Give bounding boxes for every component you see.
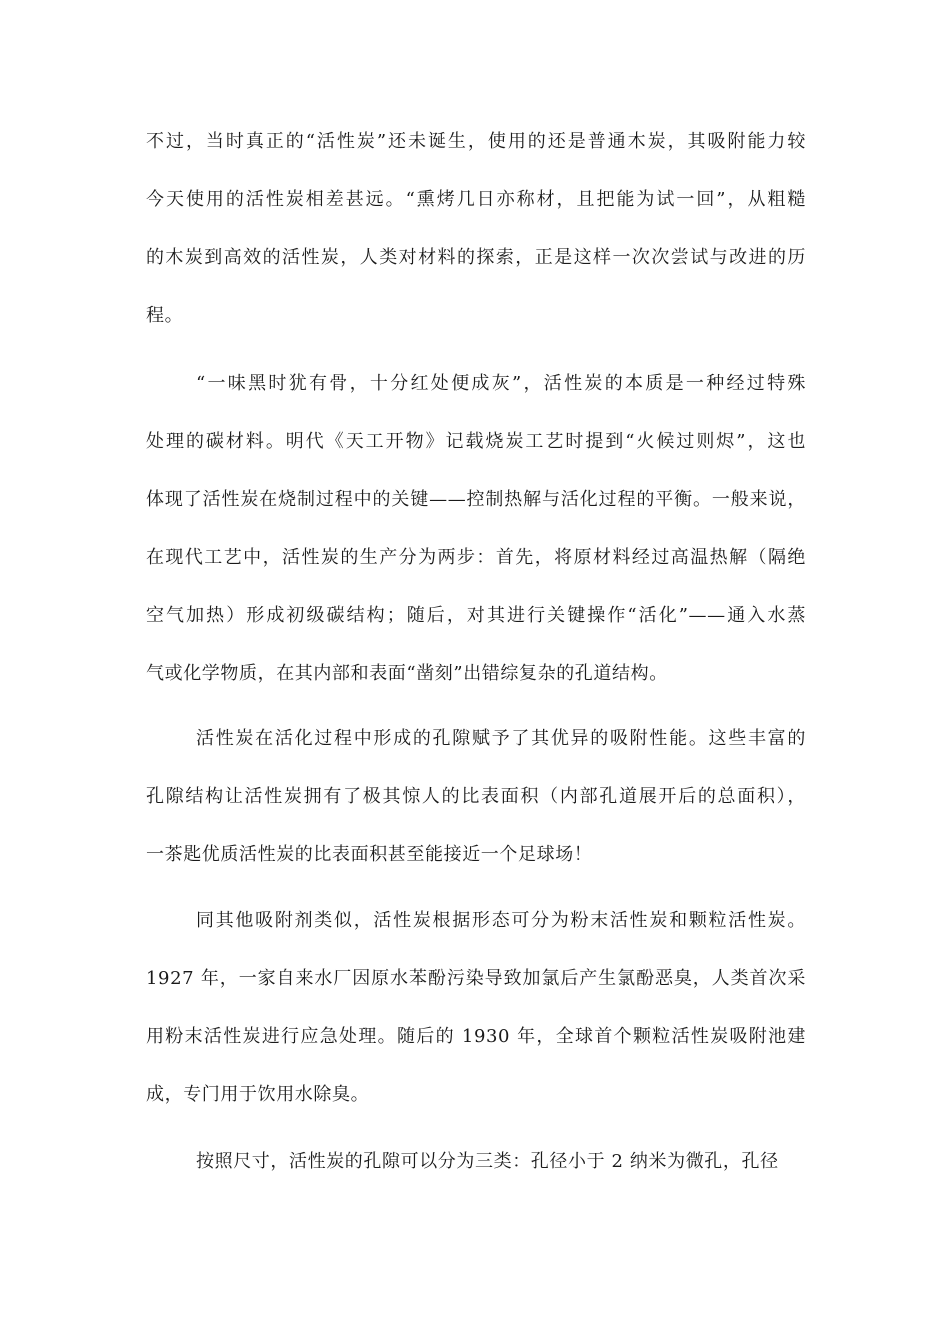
text-line: 一茶匙优质活性炭的比表面积甚至能接近一个足球场！ bbox=[146, 844, 593, 865]
paragraph-pore-classification bbox=[146, 1133, 806, 1191]
text-line: 空气加热）形成初级碳结构；随后，对其进行关键操作“活化”——通入水蒸 bbox=[146, 605, 806, 626]
text-line: 处理的碳材料。明代《天工开物》记载烧炭工艺时提到“火候过则烬”，这也 bbox=[146, 431, 806, 452]
text-line: 气或化学物质，在其内部和表面“凿刻”出错综复杂的孔道结构。 bbox=[146, 663, 668, 684]
text-line: 1927 年，一家自来水厂因原水苯酚污染导致加氯后产生氯酚恶臭，人类首次采 bbox=[146, 968, 806, 989]
text-line: 的木炭到高效的活性炭，人类对材料的探索，正是这样一次次尝试与改进的历 bbox=[146, 247, 806, 268]
text-line: 不过，当时真正的“活性炭”还未诞生，使用的还是普通木炭，其吸附能力较 bbox=[146, 131, 806, 152]
text-line: 用粉末活性炭进行应急处理。随后的 1930 年，全球首个颗粒活性炭吸附池建 bbox=[146, 1026, 806, 1047]
text-line: 成，专门用于饮用水除臭。 bbox=[146, 1084, 370, 1105]
text-line: 今天使用的活性炭相差甚远。“熏烤几日亦称材，且把能为试一回”，从粗糙 bbox=[146, 189, 806, 210]
paragraph-production-process bbox=[146, 355, 806, 703]
paragraph-forms-and-history bbox=[146, 892, 806, 1124]
paragraph-pore-surface-area bbox=[146, 710, 806, 884]
text-line: 活性炭在活化过程中形成的孔隙赋予了其优异的吸附性能。这些丰富的 bbox=[196, 728, 806, 749]
text-line: 按照尺寸，活性炭的孔隙可以分为三类：孔径小于 2 纳米为微孔，孔径 bbox=[196, 1151, 779, 1172]
text-line: 体现了活性炭在烧制过程中的关键——控制热解与活化过程的平衡。一般来说， bbox=[146, 489, 806, 510]
text-line: “一味黑时犹有骨，十分红处便成灰”，活性炭的本质是一种经过特殊 bbox=[196, 373, 806, 394]
text-line: 在现代工艺中，活性炭的生产分为两步：首先，将原材料经过高温热解（隔绝 bbox=[146, 547, 806, 568]
text-line: 孔隙结构让活性炭拥有了极其惊人的比表面积（内部孔道展开后的总面积）， bbox=[146, 786, 806, 807]
text-line: 同其他吸附剂类似，活性炭根据形态可分为粉末活性炭和颗粒活性炭。 bbox=[196, 910, 806, 931]
text-line: 程。 bbox=[146, 305, 184, 326]
paragraph-charcoal-history bbox=[146, 113, 806, 345]
